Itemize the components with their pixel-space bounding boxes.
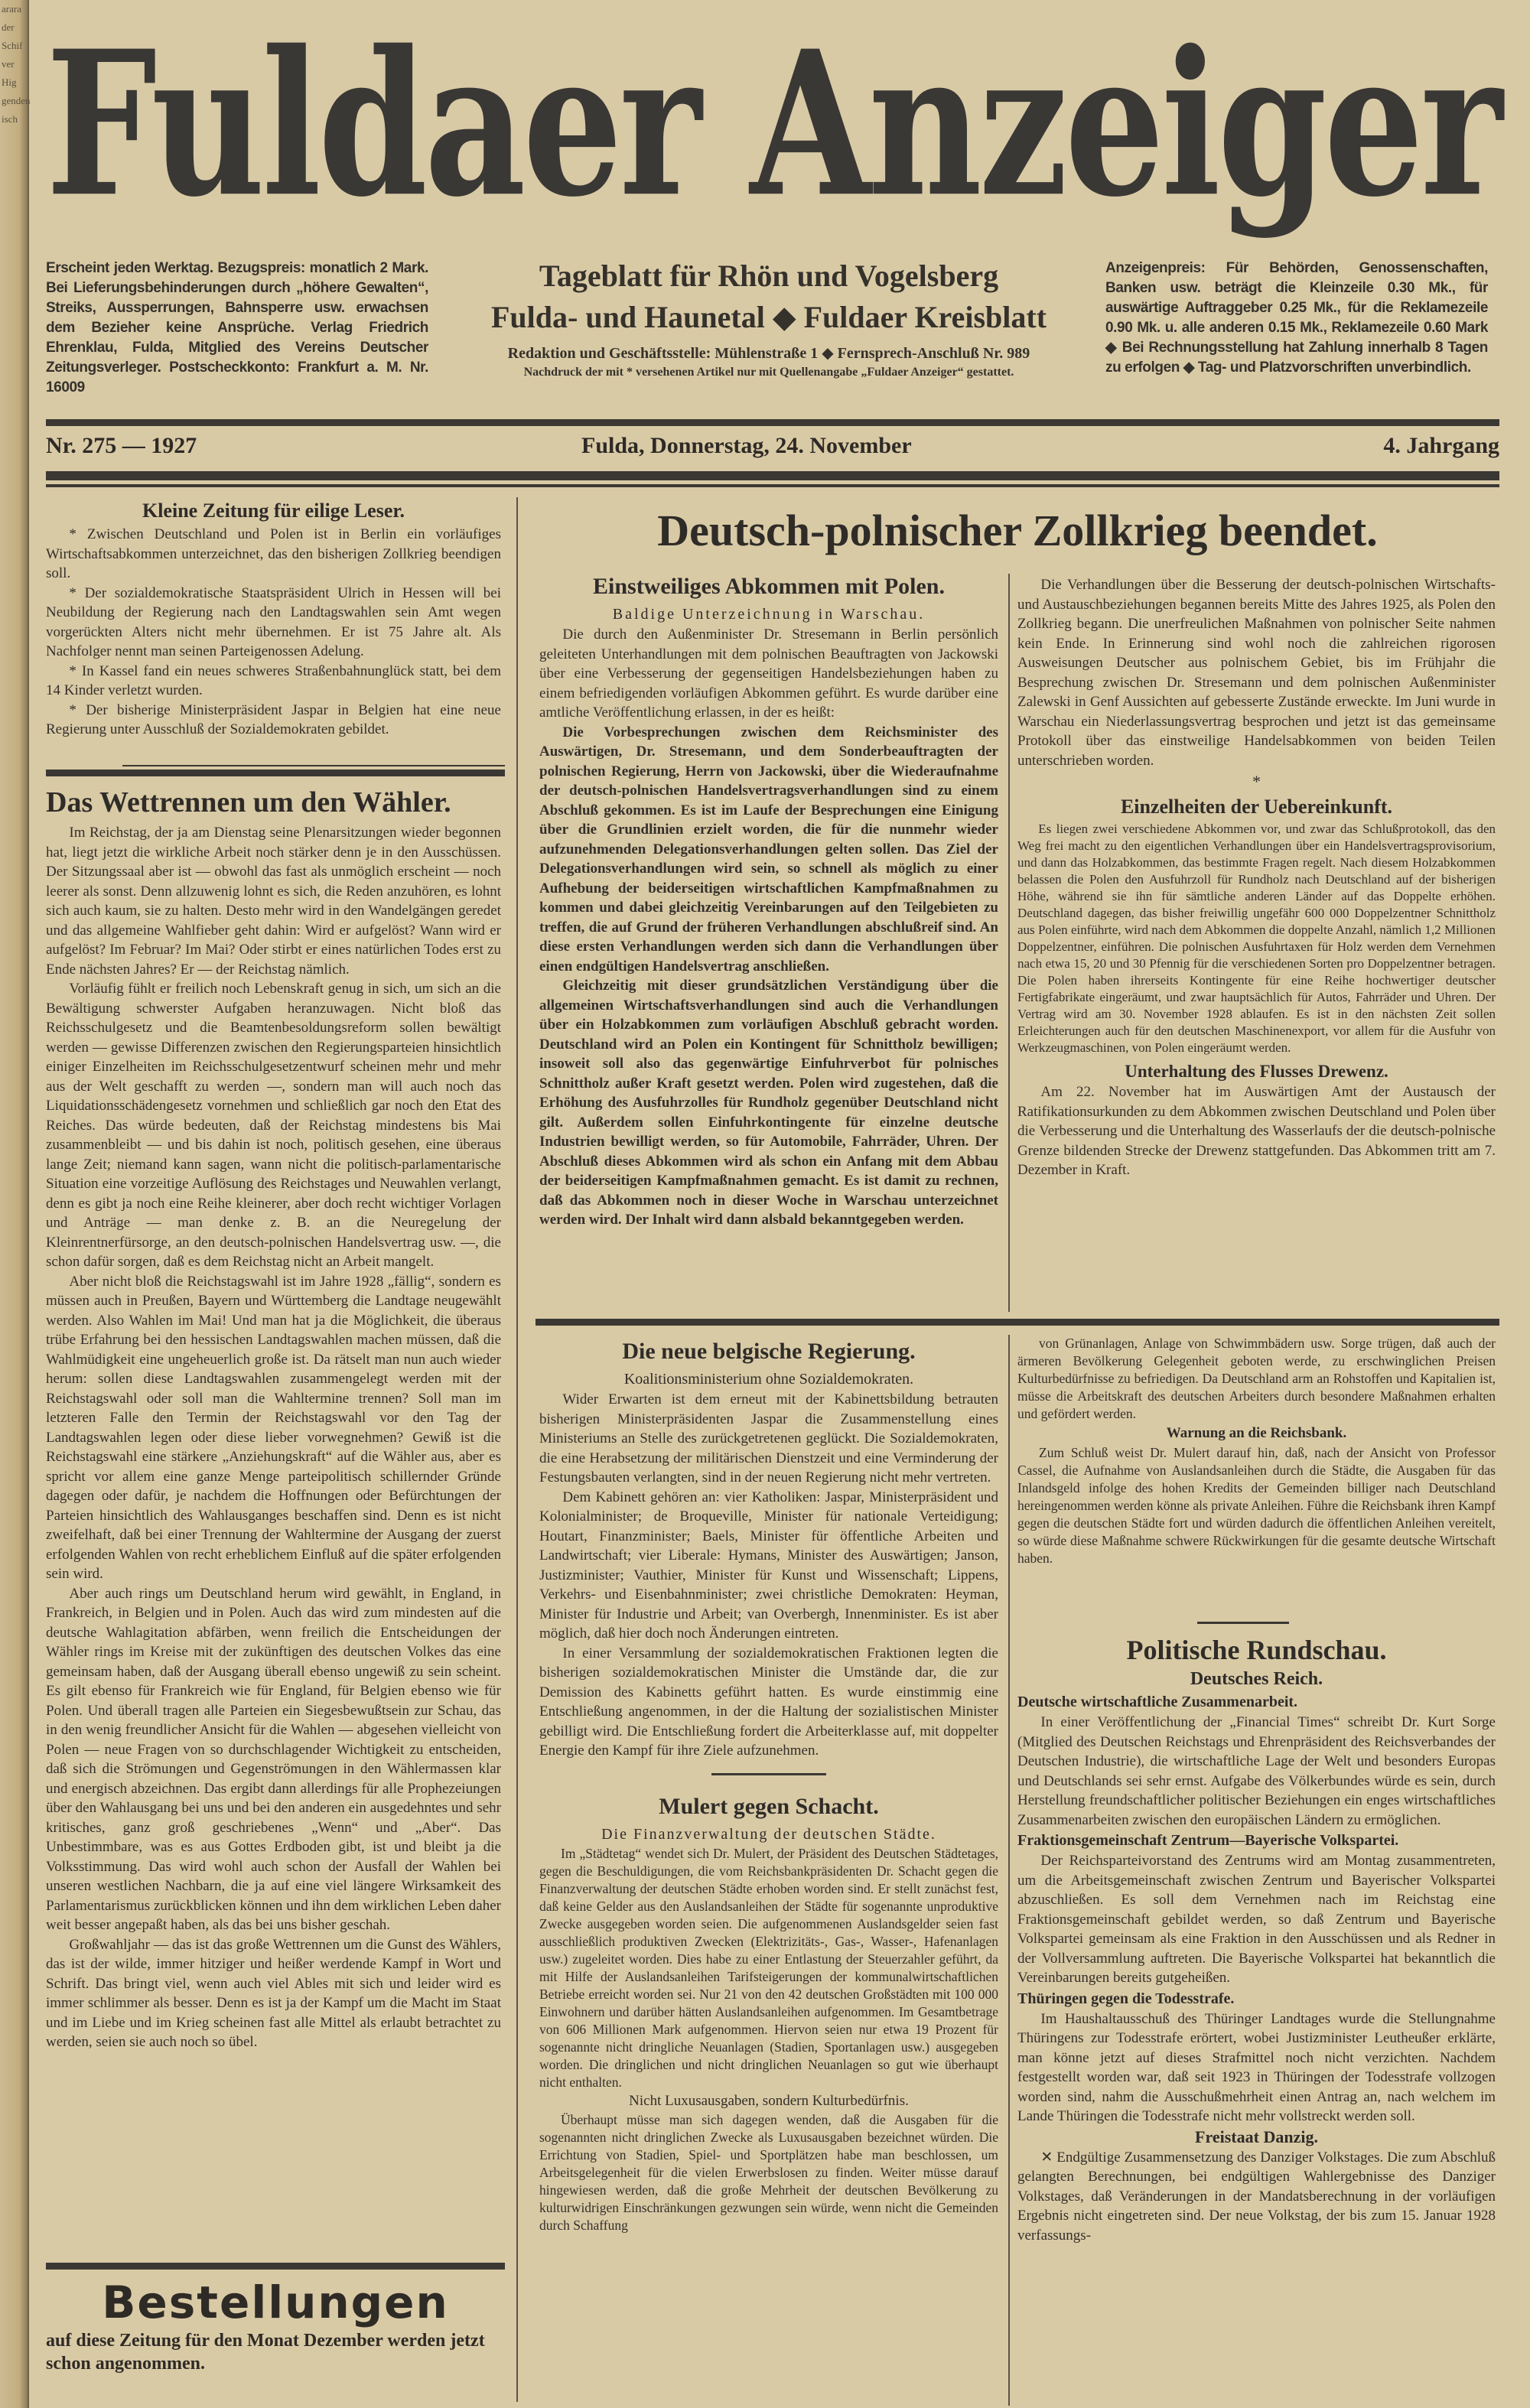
paragraph: Aber nicht bloß die Reichstagswahl ist im Jahre 1928 „fällig“, sondern es müssen auch in Preußen, Bayern und Württemberg die Landtage neugewählt werden. Also Wahlen im Mai! Und man hat ja die Möglichkeit, die überaus trübe Erfahrung bei den hessischen Landtagswahlen machen müssen, daß die Wahlmüdigkeit eine ungeheuerlich große ist. Da rätselt man nun auch wieder herum: sollen diese Landtagswahlen zusammengelegt werden mit der Reichstagswahl oder soll man die Wahltermine trennen? Soll man im letzteren Falle den Termin der Reichstagswahl vor den Tag der Landtagswahlen legen oder diese lieber vorwegnehmen? Gewiß ist die Reichstagswahl eine stärkere „Anziehungskraft“ auf die Wähler aus, aber es spricht vor allem eine ganze Menge parteipolitisch schillernder Gründe dagegen oder dafür, je nachdem die Hoffnungen oder Befürchtungen der Parteien hinsichtlich des Wahlausganges beschaffen sind. Denn es ist nicht zweifelhaft, daß bei einer Trennung der Wahltermine der Ausgang der zuerst erfolgenden Wahlen von recht erheblichem Einfluß auf die später erfolgenden sein wird. xyxy=(46,1273,501,1582)
newspaper-title: Fuldaer Anzeiger xyxy=(46,8,1500,242)
edge-fragment: Schif xyxy=(2,40,23,51)
politische-rundschau xyxy=(1017,1633,1496,2406)
news-item: * Zwischen Deutschland und Polen ist in Berlin ein vorläufiges Wirtschaftsabkommen unterzeichnet, das den bisherigen Zollkrieg beendigen soll. xyxy=(46,526,501,581)
adjacent-page-edge xyxy=(0,0,29,2408)
kleine-zeitung-section xyxy=(46,497,501,757)
article-subtitle: Die Finanzverwaltung der deutschen Städte. xyxy=(601,1826,936,1843)
section-headline: Einzelheiten der Uebereinkunft. xyxy=(1120,796,1393,818)
edge-fragment: ver xyxy=(2,58,15,70)
article-headline: Die neue belgische Regierung. xyxy=(622,1339,916,1364)
subheading: Warnung an die Reichsbank. xyxy=(1166,1425,1347,1441)
paragraph: Der Reichsparteivorstand des Zentrums wird am Montag zusammentreten, um die Arbeitsgemeinschaft zwischen Zentrum und Bayerischer Volkspartei abzuschließen. Es soll dem Vernehmen nach im Reichstag eine Fraktionsgemeinschaft gebildet werden, so daß Zentrum und Bayerische Volkspartei gemeinsam als eine Fraktion in den Ausschüssen und als Redner in der Vollversammlung auftreten. Die Bayerische Volkspartei hat bekanntlich die Vereinbarungen bereits gutgeheißen. xyxy=(1017,1853,1496,1986)
paragraph: Im Haushaltausschuß des Thüringer Landtages wurde die Stellungnahme Thüringens zur Todesstrafe erörtert, wobei Justizminister Leutheußer erklärte, man könne jetzt auf dieses Strafmittel noch nicht verzichten. Nachdem festgestellt worden war, daß seit 1923 in Thüringen der Todesstrafe vollzogen worden sind, nahm die Ausschußmehrheit einen Antrag an, nach welchem im Lande Thüringen die Todesstrafe nicht mehr vollstreckt werden soll. xyxy=(1017,2010,1496,2124)
mulert-continuation xyxy=(1017,1335,1496,1616)
article-subtitle: Baldige Unterzeichnung in Warschau. xyxy=(612,606,926,623)
issue-number: Nr. 275 — 1927 xyxy=(46,433,197,458)
paragraph: Großwahljahr — das ist das große Wettrennen um die Gunst des Wählers, das ist der wilde, immer hitziger und heißer werdende Kampf in Wort und Schrift. Das bringt viel, wenn auch viel Ables mit sich und leider wird es immer schlimmer als besser. Denn es ist ja der Kampf um die Macht im Staat und im Liebe und im Krieg scheinen fast alle Mittel als erlaubt betrachtet zu werden, seien sie auch noch so übel. xyxy=(46,1936,501,2050)
divider xyxy=(1197,1622,1289,1624)
paragraph: Vorläufig fühlt er freilich noch Lebenskraft genug in sich, um sich an die Bewältigung schwerster Aufgaben heranzuwagen. Nicht bloß das Reichsschulgesetz und die Beamtenbesoldungsreform sollen bewältigt werden — gewisse Differenzen zwischen den Regierungsparteien hinsichtlich einiger Einzelheiten im Reichsschulgesetzentwurf scheinen mehr und mehr aus der Welt geschafft zu werden —, sondern man will auch noch das Liquidationsschädengesetz vornehmen und schließlich gar noch den Etat des Reiches. Das würde bedeuten, daß der Reichstag mindestens bis Mai zusammenbleibt — und bis dahin ist noch, politisch gesehen, eine überaus lange Zeit; niemand kann sagen, wann nicht die politisch-parlamentarische Situation eine vorzeitige Auflösung des Reichstages und Neuwahlen verlangt, denn es gibt ja noch eine Reihe kleinerer, aber doch recht wichtiger Vorlagen und Anträge — man denke z. B. an die Neuregelung der Kleinrentnerfürsorge, an den deutsch-polnischen Handelsvertrag usw. —, die schon dafür sorgen, daß es dem Reichstag nicht an Arbeit mangelt. xyxy=(46,981,501,1270)
subheading: Thüringen gegen die Todesstrafe. xyxy=(1017,1990,1235,2007)
article-headline: Mulert gegen Schacht. xyxy=(659,1794,879,1819)
paragraph: ✕ Endgültige Zusammensetzung des Danziger Volkstages. Die zum Abschluß gelangten Berechnungen, bei endgültigen Wahlergebnisse des Danziger Volkstages, daß Veränderungen in der Mandatsberechnung in der vorläufigen Ergebnis nicht eingetreten sind. Der neue Volkstag, der bis zum 15. Januar 1928 verfassungs- xyxy=(1017,2149,1496,2244)
paragraph: In einer Veröffentlichung der „Financial Times“ schreibt Dr. Kurt Sorge (Mitglied des Deutschen Reichstags und Ehrenpräsident des Reichsverbandes der Deutschen Industrie), die wirtschaftliche Lage der Welt und besonders Europas und Deutschlands sei sehr ernst. Aufgabe des Völkerbundes würde es sein, durch Herstellung freundschaftlicher politischer Beziehungen ein enges wirtschaftliches Zusammenarbeiten zwischen den europäischen Ländern zu ermöglichen. xyxy=(1017,1714,1496,1828)
volume: 4. Jahrgang xyxy=(1383,433,1499,458)
belgien-article xyxy=(539,1335,998,1763)
paragraph: Die Verhandlungen über die Besserung der deutsch-polnischen Wirtschafts- und Austauschbeziehungen begannen bereits Mitte des Jahres 1925, als Polen den Zollkrieg begann. Die unerfreulichen Maßnahmen von polnischer Seite nahmen kein Ende. In Erinnerung sind wohl noch die zahlreichen rigorosen Ausweisungen Deutscher aus polnischem Gebiet, bis im Frühjahr die Besprechung zwischen Dr. Stresemann und dem polnischen Außenminister Zalewski in Genf Aussichten auf gebesserte Zustände erweckte. Im Juni wurde in Warschau ein Niederlassungsvertrag besprochen und jetzt ist das gemeinsame Protokoll über das einstweilige Handelsabkommen von beiden Teilen unterschrieben worden. xyxy=(1017,577,1496,769)
masthead-subtitle xyxy=(436,255,1102,381)
divider-thick xyxy=(46,770,505,776)
subscription-info: Erscheint jeden Werktag. Bezugspreis: monatlich 2 Mark. Bei Lieferungsbehinderungen durch „höhere Gewalten“, Streiks, Aussperrungen, Bahnsperre usw. erwachsen dem Bezieher keine Ansprüche. Verlag Friedrich Ehrenklau, Fulda, Mitglied des Vereins Deutscher Zeitungsverleger. Postscheckkonto: Frankfurt a. M. Nr. 16009 xyxy=(46,260,428,395)
paragraph: In einer Versammlung der sozialdemokratischen Fraktionen legten die bisherigen sozialdemokratischen Minister die Umstände dar, die zur Demission des Kabinetts geführt hatten. Es wurde einstimmig eine Entschließung angenommen, in der die Haltung der sozialistischen Minister gebilligt wird. Die Entschließung fordert die Arbeiterklasse auf, mit doppelter Energie den Kampf für ihre Ziele aufzunehmen. xyxy=(539,1645,998,1759)
place-date: Fulda, Donnerstag, 24. November xyxy=(581,433,912,458)
article-headline: Einstweiliges Abkommen mit Polen. xyxy=(592,574,945,599)
column-divider xyxy=(1008,574,1010,1312)
abkommen-article xyxy=(539,570,998,1313)
dateline-rule xyxy=(46,471,1499,480)
paragraph: von Grünanlagen, Anlage von Schwimmbädern usw. Sorge trügen, daß auch der ärmeren Bevölkerung Gelegenheit geboten werde, zu erschwinglichen Preisen Kulturbedürfnisse zu befriedigen. Da Deutschland arm an Rohstoffen und Kapitalien ist, müsse die Arbeitskraft des deutschen Arbeiters durch besondere Maßnahmen erhalten und gefördert werden. xyxy=(1017,1336,1496,1421)
paragraph: Im „Städtetag“ wendet sich Dr. Mulert, der Präsident des Deutschen Städtetages, gegen die Beschuldigungen, die vom Reichsbankpräsidenten Dr. Schacht gegen die Finanzverwaltung der deutschen Städte erhoben worden sind. Er stellt zunächst fest, daß keine Gelder aus den Auslandsanleihen der Städte für sogenannte unproduktive Zwecke ausgegeben worden seien. Die aufgenommenen Auslandsgelder seien fast ausschließlich produktiven Zwecken (Elektrizitäts-, Gas-, Wasser-, Hafenanlagen usw.) zugeleitet worden. Dies habe zu einer Entlastung der Steuerzahler geführt, da mit Hilfe der Auslandsanleihen Tarifsteigerungen der kommunalwirtschaftlichen Betriebe erreicht worden sei. Nur 21 von den 42 deutschen Großstädten mit 100 000 Einwohnern und darüber hätten Auslandsanleihen aufgenommen. Im Gesamtbetrage von 606 Millionen Mark aufgenommen. Hiervon seien nur etwa 19 Prozent für sogenannte nicht dringliche Neuanlagen (Stadien, Sportanlagen usw.) ausgegeben worden. Die dringlichen und nicht dringlichen Neuanlagen so gut wie überhaupt nicht enthalten. xyxy=(539,1846,998,2090)
section-subheadline: Deutsches Reich. xyxy=(1190,1669,1323,1689)
dateline-rule-thin xyxy=(46,484,1499,487)
article-subtitle: Koalitionsministerium ohne Sozialdemokraten. xyxy=(623,1371,914,1388)
subheading: Nicht Luxusausgaben, sondern Kulturbedürfnis. xyxy=(629,2093,909,2109)
edge-fragment: genden xyxy=(2,95,31,106)
paragraph: Wider Erwarten ist dem erneut mit der Kabinettsbildung betrauten bisherigen Ministerpräsidenten Jaspar die Zusammenstellung eines Ministeriums an Stelle des zurückgetretenen geglückt. Die Sozialdemokraten, die eine Herabsetzung der militärischen Dienstzeit und eine Verminderung der Festungsbauten verlangten, sind in der neuen Regierung nicht mehr vertreten. xyxy=(539,1391,998,1485)
paragraph: Es liegen zwei verschiedene Abkommen vor, und zwar das Schlußprotokoll, das den Weg frei macht zu den eigentlichen Verhandlungen über ein Handelsvertragsprovisorium, und dann das Holzabkommen, das bestimmte Fragen regelt. Nach diesem Holzabkommen belassen die Polen den Ausfuhrzoll für Rundholz nach Deutschland auf der bisherigen Höhe, während sie ihn für sämtliche anderen Länder auf das Doppelte erhöhen. Deutschland dagegen, das bisher freiwillig ungefähr 600 000 Doppelzentner Schnittholz aus Polen einführte, wird nach dem Abkommen die doppelte Anzahl, nämlich 1,2 Millionen Doppelzentner, einführen. Die polnischen Ausfuhrtaxen für Holz werden dem Vernehmen nach etwa 15, 20 und 30 Pfennig für die verschiedenen Sorten pro Doppelzentner betragen. Die Polen haben ihrerseits Kontingente für eine Reihe hochwertiger deutscher Fertigfabrikate eingeräumt, und zwar hauptsächlich für Autos, Fahrräder und Uhren. Der Vertrag wird am 30. November 1928 ablaufen. Es ist in den nächsten Zeit sollen Erleichterungen auch für den deutschen Maschinenexport, vor allem für die Ausfuhr von Werkzeugmaschinen, von Polen eingeräumt werden. xyxy=(1017,822,1496,1055)
section-headline: Politische Rundschau. xyxy=(1126,1635,1387,1665)
paragraph: Aber auch rings um Deutschland herum wird gewählt, in England, in Frankreich, in Belgien und in Polen. Auch das wird zum mindesten auf die deutsche Wahlagitation abfärben, wenn freilich die Entscheidungen der Wähler rings im Kreise mit der zukünftigen des deutschen Volkes das eine gemeinsam haben, daß der Ausgang überall ebenso ungewiß zu sein scheint. Es gilt ebenso für Frankreich wie für England, für Belgien ebenso wie für Polen. Und überall tragen alle Parteien ein Siegesbewußtsein zur Schau, das in den wenig freundlicher Ansicht für die Wahlen — abgesehen vielleicht von Polen — neue Fragen von so durchschlagender Wichtigkeit zu entscheiden, daß sich die Strömungen und Gegenströmungen in den Wählermassen klar und energisch abzeichnen. Das ergibt dann allerdings für alle Prophezeiungen über den Wahlausgang bei uns und bei den anderen ein ausgedehntes und sehr kritisches, ganz groß geschriebenes „Wenn“ und „Aber“. Das Unbestimmbare, was es aus Gottes Erdboden gibt, ist und bleibt ja die Volksstimmung. Das wird wohl auch schon der Ausfall der Wahlen bei unseren westlichen Nachbarn, die ja auf eine viel längere Wirksamkeit des Parlamentarismus zurückblicken können und ihn dem wirklichen Leben daher weit besser angepaßt haben, als das bei uns bisher geschah. xyxy=(46,1585,501,1933)
edge-fragment: Hig xyxy=(2,76,17,88)
subheading: Deutsche wirtschaftliche Zusammenarbeit. xyxy=(1017,1694,1298,1710)
divider xyxy=(122,765,505,766)
paragraph: Gleichzeitig mit dieser grundsätzlichen Verständigung über die allgemeinen Wirtschaftsverhandlungen sind auch die Verhandlungen über ein Holzabkommen zum vorläufigen Abschluß gebracht worden. Deutschland wird an Polen ein Kontingent für Schnittholz bewilligen; insoweit soll also das gegenwärtige Einfuhrverbot für polnisches Schnittholz außer Kraft gesetzt werden. Polen wird zugestehen, daß die Erhöhung des Ausfuhrzolles für Rundholz gegenüber Deutschland nicht gilt. Außerdem sollen Einfuhrkontingente für einzelne deutsche Industrien bewilligt werden, so für Automobile, Fahrräder, Uhren. Der Abschluß dieses Abkommen wird als schon ein Anfang mit dem Abbau der beiderseitigen Kampfmaßnahmen gemacht. Es ist damit zu rechnen, daß das Abkommen noch in dieser Woche in Warschau unterzeichnet werden wird. Der Inhalt wird dann alsbald bekanntgegeben werden. xyxy=(539,978,998,1228)
subtitle-line-2: Fulda- und Haunetal ◆ Fuldaer Kreisblatt xyxy=(490,300,1047,334)
subheading: Fraktionsgemeinschaft Zentrum—Bayerische Volkspartei. xyxy=(1017,1832,1399,1849)
edge-fragment: der xyxy=(2,21,15,33)
bestellungen-notice xyxy=(46,2276,505,2375)
separator-star: * xyxy=(1252,772,1261,791)
reprint-note: Nachdruck der mit * versehenen Artikel nur mit Quellenangabe „Fuldaer Anzeiger“ gestattet. xyxy=(523,366,1014,379)
news-item: * In Kassel fand ein neues schweres Straßenbahnunglück statt, bei dem 14 Kinder verletzt wurden. xyxy=(46,662,501,698)
notice-title: Bestellungen xyxy=(102,2276,449,2328)
column-divider xyxy=(516,497,518,2402)
paragraph: Im Reichstag, der ja am Dienstag seine Plenarsitzungen wieder begonnen hat, liegt jetzt die wirkliche Arbeit noch stärker denn je in den Ausschüssen. Der Sitzungssaal aber ist — obwohl das fast als unmöglich erscheint — noch leerer als sonst. Denn allzuwenig lohnt es sich, die Reden anzuhören, es lohnt sich auch kaum, sie zu halten. Desto mehr wird in den Wandelgängen geredet und das allgemeine Wahlfieber geht dahin: Wird er aufgelöst? Wann wird er aufgelöst? Im Februar? Im Mai? Oder stirbt er eines natürlichen Todes erst zu Ende nächsten Jahres? Er — der Reichstag nämlich. xyxy=(46,825,501,978)
notice-text: auf diese Zeitung für den Monat Dezember werden jetzt schon angenommen. xyxy=(46,2331,485,2374)
main-headline: Deutsch-polnischer Zollkrieg beendet. xyxy=(657,506,1378,555)
dateline xyxy=(46,433,1499,467)
column-divider xyxy=(1008,1335,1010,2406)
subheading: Freistaat Danzig. xyxy=(1195,2127,1318,2146)
masthead-rule xyxy=(46,419,1499,426)
subtitle-line-1: Tageblatt für Rhön und Vogelsberg xyxy=(539,259,999,293)
paragraph: Am 22. November hat im Auswärtigen Amt der Austausch der Ratifikationsurkunden zu dem Abkommen zwischen Deutschland und Polen über die Verbesserung und die Unterhaltung des Wasserlaufs der die deutsch-polnische Grenze bildenden Strecke der Drewenz stattgefunden. Das Abkommen tritt am 7. Dezember in Kraft. xyxy=(1017,1084,1496,1178)
section-title: Kleine Zeitung für eilige Leser. xyxy=(142,499,405,522)
polen-background xyxy=(1017,575,1496,1313)
paragraph: Die durch den Außenminister Dr. Stresemann in Berlin persönlich geleiteten Unterhandlungen mit dem polnischen Beauftragten von Jackowski über eine Verbesserung der gegenseitigen Handelsbeziehungen haben zu einem befriedigenden vorläufigen Abkommen geführt. Es wurde darüber eine amtliche Veröffentlichung erlassen, in der es heißt: xyxy=(539,626,998,721)
divider xyxy=(711,1773,826,1775)
advertising-prices: Anzeigenpreis: Für Behörden, Genossenschaften, Banken usw. beträgt die Kleinzeile 0.30 Mk., für auswärtige Auftraggeber 0.25 Mk., für die Reklamezeile 0.90 Mk. u. alle anderen 0.15 Mk., Reklamezeile 0.60 Mark ◆ Bei Rechnungsstellung hat Zahlung innerhalb 8 Tagen zu erfolgen ◆ Tag- und Platzvorschriften unverbindlich. xyxy=(1105,260,1488,376)
edge-fragment: isch xyxy=(2,113,18,125)
mulert-article xyxy=(539,1790,998,2406)
divider-thick xyxy=(46,2263,505,2270)
divider-thick xyxy=(536,1319,1499,1326)
news-item: * Der bisherige Ministerpräsident Jaspar in Belgien hat eine neue Regierung unter Ausschluß der Sozialdemokraten gebildet. xyxy=(46,701,501,737)
masthead-title-area xyxy=(46,8,1500,252)
news-item: * Der sozialdemokratische Staatspräsident Ulrich in Hessen will bei Neubildung der Regierung nach den Landtagswahlen sein Amt wegen vorgerückten Alters nicht mehr übernehmen. Er ist 75 Jahre alt. Als Nachfolger nennt man seinen Parteigenossen Adelung. xyxy=(46,584,501,659)
paragraph: Zum Schluß weist Dr. Mulert darauf hin, daß, nach der Ansicht von Professor Cassel, die Aufnahme von Auslandsanleihen durch die Städte, die Ausgaben für das Inlandsgeld infolge des hohen Kredits der Gemeinden billiger nach Deutschland hereingenommen werden könne als private Anleihen. Führe die Reichsbank ihren Kampf gegen die deutschen Städte fort und würden dadurch die öffentlichen Anleihen vereitelt, so würde diese Maßnahme schwere Rückwirkungen für die gesamte deutsche Wirtschaft haben. xyxy=(1017,1445,1496,1566)
paragraph: Dem Kabinett gehören an: vier Katholiken: Jaspar, Ministerpräsident und Kolonialminister; de Broqueville, Minister für nationale Verteidigung; Houtart, Finanzminister; Baels, Minister für öffentliche Arbeiten und Landwirtschaft; vier Liberale: Hymans, Minister des Auswärtigen; Janson, Justizminister; Vauthier, Minister für Kunst und Wissenschaft; Lippens, Verkehrs- und Eisenbahnminister; zwei christliche Demokraten: Heyman, Minister für Industrie und Arbeit; van Overbergh, Innenminister. Es ist aber möglich, daß hier doch noch Änderungen eintreten. xyxy=(539,1489,998,1642)
article-headline: Das Wettrennen um den Wähler. xyxy=(46,786,451,818)
edge-fragment: arara xyxy=(2,3,21,15)
paragraph: Überhaupt müsse man sich dagegen wenden, daß die Ausgaben für die sogenannten nicht dringlichen Zwecke als Luxusausgaben bezeichnet würden. Die Errichtung von Stadien, Spiel- und Sportplätzen habe man beschlossen, um Arbeitsgelegenheit für die vielen Erwerbslosen zu finden. Weiter müsse darauf hingewiesen werden, daß die große Mehrheit der deutschen Bevölkerung zu kulturwidrigen Einschränkungen gezwungen sein würde, wenn nicht die Gemeinden durch Schaffung xyxy=(539,2111,998,2233)
paragraph: Die Vorbesprechungen zwischen dem Reichsminister des Auswärtigen, Dr. Stresemann, und dem Sonderbeauftragten der polnischen Regierung, Herrn von Jackowski, über die Wiederaufnahme der deutsch-polnischen Handelsvertragsverhandlungen sind zu einem Abschluß gekommen. Es ist im Laufe der Besprechungen eine Einigung über die Grundlinien erzielt worden, die für die nunmehr wieder aufzunehmenden Delegationsverhandlungen gelten sollen. Das Ziel der Delegationsverhandlungen wird sein, so schnell als möglich zu einer Aufhebung der beiderseitigen wirtschaftlichen Kampfmaßnahmen zu kommen und dabei gleichzeitig Vereinbarungen auf den Teilgebieten zu treffen, die auf Grund der früheren Verhandlungen abschlußreif sind. An diese ersten Verhandlungen werden sich dann die Verhandlungen über einen endgültigen Handelsvertrag anschließen. xyxy=(539,724,998,975)
wettrennen-article xyxy=(46,782,501,2254)
editorial-address: Redaktion und Geschäftsstelle: Mühlenstraße 1 ◆ Fernsprech-Anschluß Nr. 989 xyxy=(507,345,1030,362)
section-headline: Unterhaltung des Flusses Drewenz. xyxy=(1125,1062,1388,1081)
